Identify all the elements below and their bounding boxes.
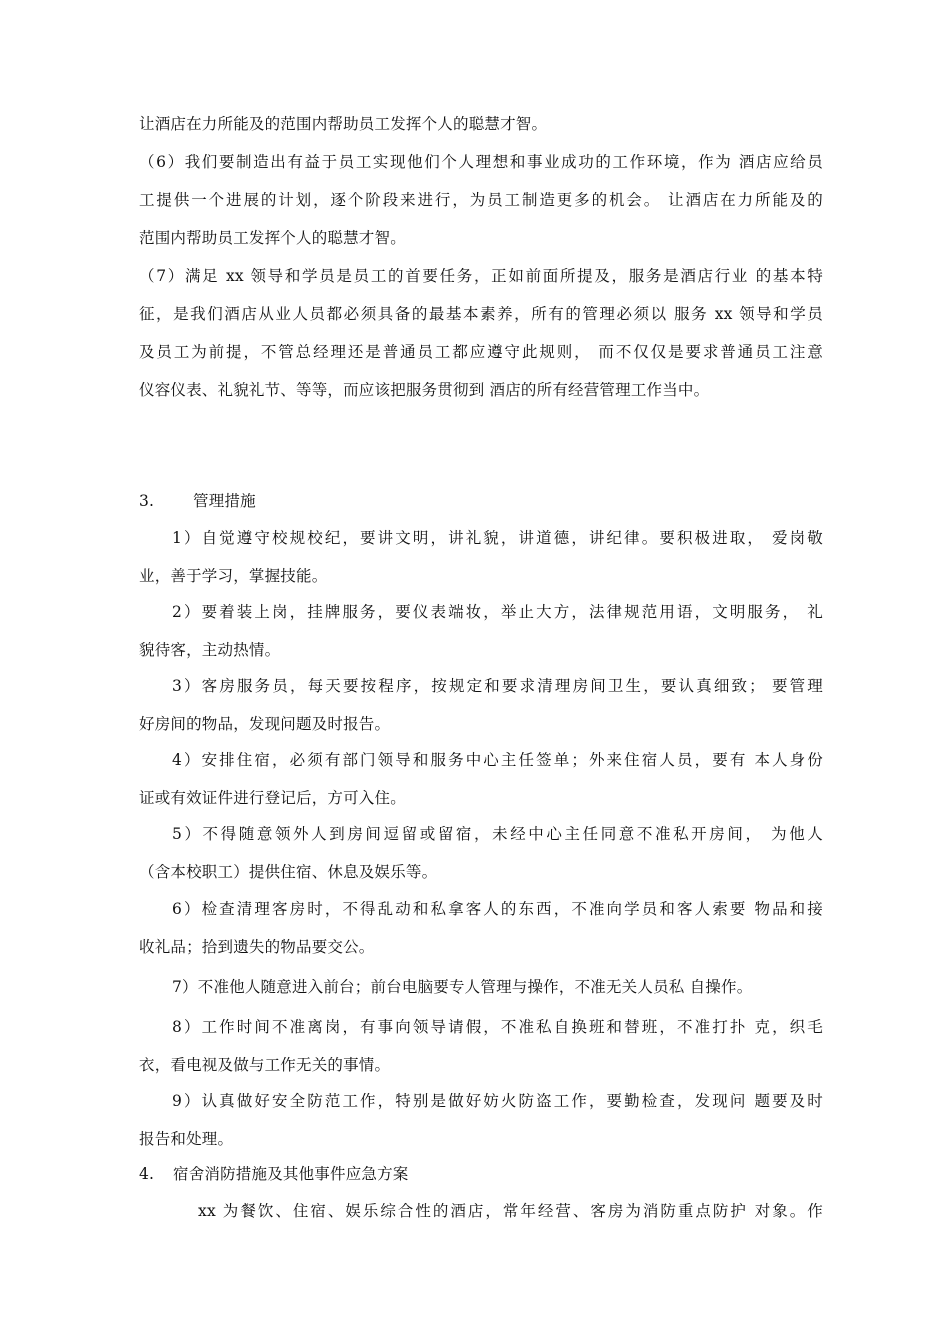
paragraph-line: xx 为餐饮、住宿、娱乐综合性的酒店，常年经营、客房为消防重点防护 对象。作 xyxy=(198,1202,823,1220)
list-item-continuation: 业，善于学习，掌握技能。 xyxy=(139,567,328,585)
list-item-continuation: 好房间的物品，发现问题及时报告。 xyxy=(139,715,391,733)
section-number: 4. xyxy=(139,1165,155,1183)
list-item: 2）要着装上岗，挂牌服务，要仪表端妆，举止大方，法律规范用语，文明服务， 礼 xyxy=(172,603,823,621)
list-item: 9）认真做好安全防范工作，特别是做好妨火防盗工作，要勤检查，发现问 题要及时 xyxy=(172,1092,823,1110)
list-item: 1）自觉遵守校规校纪，要讲文明，讲礼貌，讲道德，讲纪律。要积极进取， 爱岗敬 xyxy=(172,529,823,547)
section-heading xyxy=(139,490,823,512)
list-item-continuation: 报告和处理。 xyxy=(139,1130,234,1148)
list-item: 3）客房服务员，每天要按程序，按规定和要求清理房间卫生，要认真细致； 要管理 xyxy=(172,677,823,695)
section-title: 管理措施 xyxy=(193,492,256,510)
paragraph-line: 工提供一个进展的计划，逐个阶段来进行，为员工制造更多的机会。 让酒店在力所能及的 xyxy=(139,191,823,209)
list-item: 8）工作时间不准离岗，有事向领导请假，不准私自换班和替班，不准打扑 克，织毛 xyxy=(172,1018,823,1036)
list-item: 6）检查清理客房时，不得乱动和私拿客人的东西，不准向学员和客人索要 物品和接 xyxy=(172,900,823,918)
paragraph-line: 及员工为前提，不管总经理还是普通员工都应遵守此规则， 而不仅仅是要求普通员工注意 xyxy=(139,343,823,361)
list-item: 4）安排住宿，必须有部门领导和服务中心主任签单；外来住宿人员，要有 本人身份 xyxy=(172,751,823,769)
section-title: 宿舍消防措施及其他事件应急方案 xyxy=(173,1165,409,1183)
list-item-continuation: （含本校职工）提供住宿、休息及娱乐等。 xyxy=(139,863,438,881)
paragraph-line: 征，是我们酒店从业人员都必须具备的最基本素养，所有的管理必须以 服务 xx 领导和学员 xyxy=(139,305,823,323)
list-item: 5）不得随意领外人到房间逗留或留宿，未经中心主任同意不准私开房间， 为他人 xyxy=(172,825,823,843)
list-item-continuation: 衣，看电视及做与工作无关的事情。 xyxy=(139,1056,391,1074)
paragraph-line: （7）满足 xx 领导和学员是员工的首要任务，正如前面所提及，服务是酒店行业 的基本特 xyxy=(139,267,823,285)
list-item: 7）不准他人随意进入前台；前台电脑要专人管理与操作，不准无关人员私 自操作。 xyxy=(172,978,753,996)
paragraph-line: （6）我们要制造出有益于员工实现他们个人理想和事业成功的工作环境，作为 酒店应给员 xyxy=(139,153,823,171)
list-item-continuation: 貌待客，主动热情。 xyxy=(139,641,281,659)
section-number: 3. xyxy=(139,492,155,510)
list-item-continuation: 收礼品；拾到遗失的物品要交公。 xyxy=(139,938,375,956)
paragraph-line: 范围内帮助员工发挥个人的聪慧才智。 xyxy=(139,229,406,247)
paragraph-line: 仪容仪表、礼貌礼节、等等，而应该把服务贯彻到 酒店的所有经营管理工作当中。 xyxy=(139,381,710,399)
section-heading xyxy=(139,1163,823,1185)
list-item-continuation: 证或有效证件进行登记后，方可入住。 xyxy=(139,789,406,807)
paragraph-line: 让酒店在力所能及的范围内帮助员工发挥个人的聪慧才智。 xyxy=(139,115,548,133)
